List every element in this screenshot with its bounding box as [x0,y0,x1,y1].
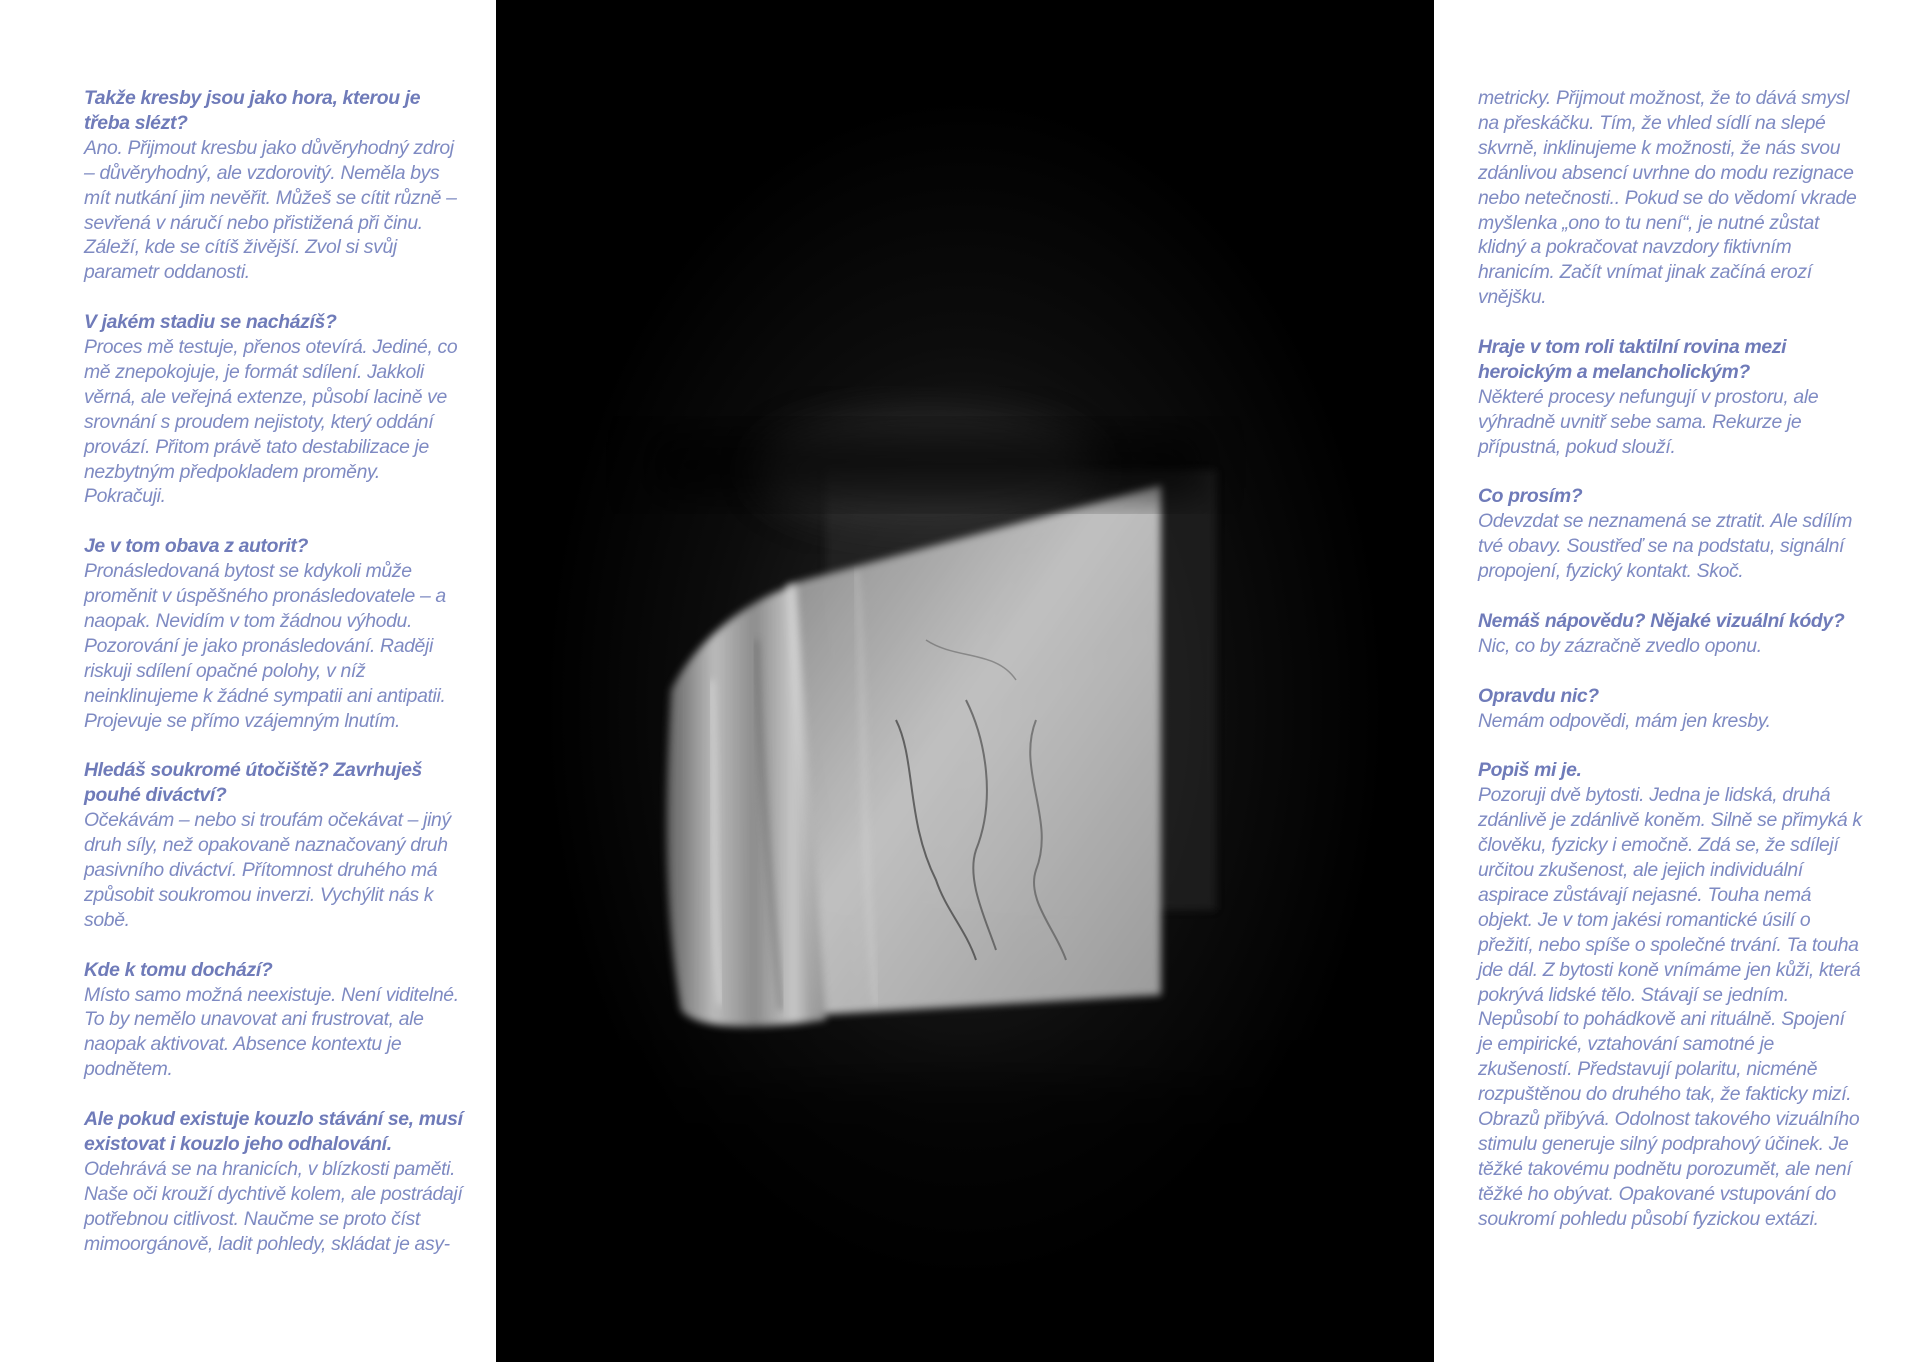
qa-block [84,86,464,285]
answer-text: Odevzdat se neznamená se ztratit. Ale sdílím tvé obavy. Soustřeď se na podstatu, signální propojení, fyzický kontakt. Skoč. [1478,510,1853,583]
answer-text: Očekávám – nebo si troufám očekávat – jiný druh síly, než opakovaně naznačovaný druh pasivního diváctví. Přítomnost druhého má způsobit soukromou inverzi. Vychýlit nás k sobě. [84,809,451,931]
answer-text: Ano. Přijmout kresbu jako důvěryhodný zdroj – důvěryhodný, ale vzdorovitý. Neměla bys mít nutkání jim nevěřit. Můžeš se cítit různě – sevřená v náručí nebo přistižená při činu. Záleží, kde se cítíš živější. Zvol si svůj parametr oddanosti. [84,136,457,284]
answer-text: Odehrává se na hranicích, v blízkosti paměti. Naše oči krouží dychtivě kolem, ale postrádají potřebnou citlivost. Naučme se proto číst mimoorgánově, ladit pohledy, skládat je asy- [84,1157,463,1255]
left-text-column [84,86,464,1281]
question-heading: Nemáš nápovědu? Nějaké vizuální kódy? [1478,609,1845,632]
question-heading: Hraje v tom roli taktilní rovina mezi heroickým a melancholickým? [1478,336,1787,383]
qa-block [84,310,464,509]
qa-block [84,758,464,932]
question-heading: Takže kresby jsou jako hora, kterou je třeba slézt? [84,87,421,134]
question-heading: V jakém stadiu se nacházíš? [84,311,337,334]
qa-block [1478,335,1863,460]
answer-text: Pozoruji dvě bytosti. Jedna je lidská, druhá zdánlivě je zdánlivě koněm. Silně se přimyká k člověku, fyzicky i emočně. Zdá se, že sdílejí určitou zkušenost, ale jejich individuální aspirace zůstávají nejasné. Touha nemá objekt. Je v tom jakési romantické úsilí o přežití, nebo spíše o společné trvání. Ta touha jde dál. Z bytosti koně vnímáme jen kůži, která pokrývá lidské tělo. Stávají se jedním. Nepůsobí to pohádkově ani rituálně. Spojení je empirické, vztahování samotné je zkušeností. Představují polaritu, nicméně rozpuštěnou do druhého tak, že fakticky mizí. Obrazů přibývá. Odolnost takového vizuálního stimulu generuje silný podprahový účinek. Je těžké takovému podnětu porozumět, ale není těžké ho obývat. Opakované vstupování do soukromí pohledu působí fyzickou extázi. [1478,784,1862,1230]
answer-text: Proces mě testuje, přenos otevírá. Jediné, co mě znepokojuje, je formát sdílení. Jakkoli věrná, ale veřejná extenze, působí lacině ve srovnání s proudem nejistoty, který oddání provází. Přitom právě tato destabilizace je nezbytným předpokladem proměny. Pokračuji. [84,336,458,508]
question-heading: Ale pokud existuje kouzlo stávání se, musí existovat i kouzlo jeho odhalování. [84,1108,463,1155]
question-heading: Co prosím? [1478,485,1583,508]
qa-block [1478,484,1863,584]
answer-text: Místo samo možná neexistuje. Není viditelné. To by nemělo unavovat ani frustrovat, ale naopak aktivovat. Absence kontextu je podnětem. [84,983,459,1081]
continued-answer-block [1478,86,1863,310]
photograph-draped-paper [496,0,1434,1362]
question-heading: Popiš mi je. [1478,759,1582,782]
qa-block [1478,758,1863,1231]
photo-illustration [496,0,1434,1362]
question-heading: Opravdu nic? [1478,684,1599,707]
continued-answer-text: metricky. Přijmout možnost, že to dává smysl na přeskáčku. Tím, že vhled sídlí na slepé skvrně, inklinujeme k možnosti, že nás svou zdánlivou absencí uvrhne do modu rezignace nebo netečnosti.. Pokud se do vědomí vkrade myšlenka „ono to tu není“, je nutné zůstat klidný a pokračovat navzdory fiktivním hranicím. Začít vnímat jinak začíná erozí vnějšku. [1478,87,1857,309]
answer-text: Pronásledovaná bytost se kdykoli může proměnit v úspěšného pronásledovatele – a naopak. Nevidím v tom žádnou výhodu. Pozorování je jako pronásledování. Raději riskuji sdílení opačné polohy, v níž neinklinujeme k žádné sympatii ani antipatii. Projevuje se přímo vzájemným lnutím. [84,560,446,732]
question-heading: Je v tom obava z autorit? [84,535,308,558]
answer-text: Nemám odpovědi, mám jen kresby. [1478,709,1771,732]
qa-block [84,534,464,733]
qa-block [84,958,464,1083]
answer-text: Nic, co by zázračně zvedlo oponu. [1478,634,1762,657]
question-heading: Kde k tomu dochází? [84,958,273,981]
qa-block [1478,609,1863,659]
question-heading: Hledáš soukromé útočiště? Zavrhuješ pouhé diváctví? [84,759,422,807]
answer-text: Některé procesy nefungují v prostoru, ale výhradně uvnitř sebe sama. Rekurze je přípustná, pokud slouží. [1478,385,1819,458]
qa-block [84,1107,464,1256]
qa-block [1478,684,1863,734]
right-text-column [1478,86,1863,1257]
